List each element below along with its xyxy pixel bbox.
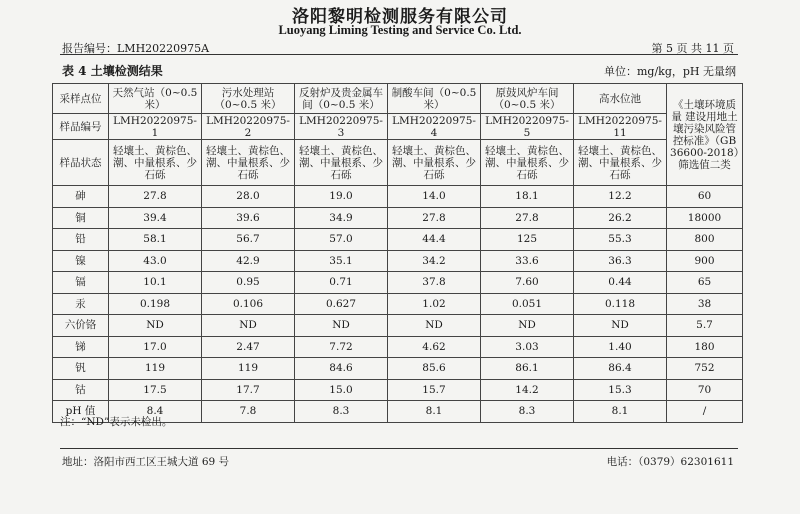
standard-cell: 《土壤环境质量 建设用地土壤污染风险管控标准》（GB 36600-2018）筛选值二类 xyxy=(667,84,743,186)
table-row xyxy=(53,250,743,272)
limit-cell: 5.7 xyxy=(667,315,743,337)
value-cell: 0.198 xyxy=(109,293,202,315)
item-cell: 钒 xyxy=(53,358,109,380)
value-cell: 0.051 xyxy=(481,293,574,315)
site-cell: 污水处理站（0~0.5 米） xyxy=(202,84,295,114)
site-cell: 高水位池 xyxy=(574,84,667,114)
row-header: 采样点位 xyxy=(53,84,109,114)
limit-cell: / xyxy=(667,401,743,423)
table-row xyxy=(53,186,743,208)
value-cell: 17.5 xyxy=(109,379,202,401)
report-number: 报告编号：LMH20220975A xyxy=(62,42,210,55)
sample-state-cell: 轻壤土、黄棕色、潮、中量根系、少石砾 xyxy=(295,140,388,186)
value-cell: 17.7 xyxy=(202,379,295,401)
table-row xyxy=(53,229,743,251)
value-cell: 27.8 xyxy=(109,186,202,208)
value-cell: 10.1 xyxy=(109,272,202,294)
company-name-cn: 洛阳黎明检测服务有限公司 xyxy=(292,7,508,27)
value-cell: 125 xyxy=(481,229,574,251)
table-row xyxy=(53,315,743,337)
sample-id-cell: LMH20220975-3 xyxy=(295,114,388,140)
value-cell: 14.0 xyxy=(388,186,481,208)
value-cell: 1.40 xyxy=(574,336,667,358)
sample-state-cell: 轻壤土、黄棕色、潮、中量根系、少石砾 xyxy=(202,140,295,186)
sample-id-cell: LMH20220975-5 xyxy=(481,114,574,140)
company-phone: 电话：（0379）62301611 xyxy=(606,456,734,468)
value-cell: 8.1 xyxy=(388,401,481,423)
value-cell: ND xyxy=(481,315,574,337)
value-cell: 8.1 xyxy=(574,401,667,423)
value-cell: 86.4 xyxy=(574,358,667,380)
value-cell: 0.71 xyxy=(295,272,388,294)
item-cell: 汞 xyxy=(53,293,109,315)
site-row xyxy=(53,84,743,114)
limit-cell: 65 xyxy=(667,272,743,294)
state-row xyxy=(53,140,743,186)
value-cell: 39.4 xyxy=(109,207,202,229)
value-cell: 34.9 xyxy=(295,207,388,229)
page-number: 第 5 页 共 11 页 xyxy=(651,42,734,55)
item-cell: 镍 xyxy=(53,250,109,272)
value-cell: 3.03 xyxy=(481,336,574,358)
site-cell: 原鼓风炉车间（0~0.5 米） xyxy=(481,84,574,114)
value-cell: 28.0 xyxy=(202,186,295,208)
value-cell: 0.95 xyxy=(202,272,295,294)
value-cell: 7.72 xyxy=(295,336,388,358)
site-cell: 制酸车间（0~0.5 米） xyxy=(388,84,481,114)
limit-cell: 70 xyxy=(667,379,743,401)
value-cell: 15.3 xyxy=(574,379,667,401)
value-cell: 43.0 xyxy=(109,250,202,272)
item-cell: 锑 xyxy=(53,336,109,358)
limit-cell: 60 xyxy=(667,186,743,208)
limit-cell: 180 xyxy=(667,336,743,358)
limit-cell: 800 xyxy=(667,229,743,251)
value-cell: 44.4 xyxy=(388,229,481,251)
footer-divider xyxy=(60,448,738,449)
sample-row xyxy=(53,114,743,140)
company-name-en: Luoyang Liming Testing and Service Co. Ltd. xyxy=(278,23,522,37)
limit-cell: 38 xyxy=(667,293,743,315)
value-cell: 15.0 xyxy=(295,379,388,401)
value-cell: ND xyxy=(109,315,202,337)
value-cell: 12.2 xyxy=(574,186,667,208)
value-cell: 2.47 xyxy=(202,336,295,358)
value-cell: 18.1 xyxy=(481,186,574,208)
site-cell: 反射炉及贵金属车间（0~0.5 米） xyxy=(295,84,388,114)
value-cell: ND xyxy=(202,315,295,337)
item-cell: 镉 xyxy=(53,272,109,294)
value-cell: 36.3 xyxy=(574,250,667,272)
value-cell: ND xyxy=(295,315,388,337)
sample-id-cell: LMH20220975-2 xyxy=(202,114,295,140)
value-cell: 19.0 xyxy=(295,186,388,208)
value-cell: 37.8 xyxy=(388,272,481,294)
limit-cell: 752 xyxy=(667,358,743,380)
value-cell: 84.6 xyxy=(295,358,388,380)
value-cell: 7.60 xyxy=(481,272,574,294)
item-cell: 铜 xyxy=(53,207,109,229)
value-cell: 34.2 xyxy=(388,250,481,272)
item-cell: pH 值 xyxy=(53,401,109,423)
value-cell: 119 xyxy=(202,358,295,380)
value-cell: 57.0 xyxy=(295,229,388,251)
value-cell: ND xyxy=(574,315,667,337)
limit-cell: 900 xyxy=(667,250,743,272)
value-cell: 0.44 xyxy=(574,272,667,294)
item-cell: 六价铬 xyxy=(53,315,109,337)
row-header: 样品编号 xyxy=(53,114,109,140)
value-cell: 56.7 xyxy=(202,229,295,251)
soil-results-table xyxy=(52,83,743,423)
row-header: 样品状态 xyxy=(53,140,109,186)
value-cell: 15.7 xyxy=(388,379,481,401)
value-cell: 26.2 xyxy=(574,207,667,229)
value-cell: 27.8 xyxy=(388,207,481,229)
value-cell: 33.6 xyxy=(481,250,574,272)
value-cell: 8.4 xyxy=(109,401,202,423)
value-cell: 35.1 xyxy=(295,250,388,272)
value-cell: 0.118 xyxy=(574,293,667,315)
unit-note: 单位：mg/kg，pH 无量纲 xyxy=(603,65,736,78)
value-cell: 7.8 xyxy=(202,401,295,423)
sample-state-cell: 轻壤土、黄棕色、潮、中量根系、少石砾 xyxy=(574,140,667,186)
sample-id-cell: LMH20220975-1 xyxy=(109,114,202,140)
value-cell: 17.0 xyxy=(109,336,202,358)
value-cell: 0.627 xyxy=(295,293,388,315)
sample-id-cell: LMH20220975-11 xyxy=(574,114,667,140)
table-row xyxy=(53,207,743,229)
value-cell: 55.3 xyxy=(574,229,667,251)
site-cell: 天然气站（0~0.5 米） xyxy=(109,84,202,114)
value-cell: 58.1 xyxy=(109,229,202,251)
company-address: 地址：洛阳市西工区王城大道 69 号 xyxy=(62,456,230,468)
value-cell: 39.6 xyxy=(202,207,295,229)
table-row xyxy=(53,336,743,358)
value-cell: 0.106 xyxy=(202,293,295,315)
value-cell: 4.62 xyxy=(388,336,481,358)
value-cell: 14.2 xyxy=(481,379,574,401)
sample-state-cell: 轻壤土、黄棕色、潮、中量根系、少石砾 xyxy=(109,140,202,186)
sample-state-cell: 轻壤土、黄棕色、潮、中量根系、少石砾 xyxy=(481,140,574,186)
value-cell: 42.9 xyxy=(202,250,295,272)
table-title: 表 4 土壤检测结果 xyxy=(62,64,163,78)
table-row xyxy=(53,379,743,401)
value-cell: 85.6 xyxy=(388,358,481,380)
value-cell: 1.02 xyxy=(388,293,481,315)
item-cell: 铅 xyxy=(53,229,109,251)
value-cell: 8.3 xyxy=(295,401,388,423)
table-row xyxy=(53,272,743,294)
value-cell: 8.3 xyxy=(481,401,574,423)
value-cell: 27.8 xyxy=(481,207,574,229)
value-cell: 119 xyxy=(109,358,202,380)
sample-id-cell: LMH20220975-4 xyxy=(388,114,481,140)
value-cell: ND xyxy=(388,315,481,337)
table-row xyxy=(53,293,743,315)
limit-cell: 18000 xyxy=(667,207,743,229)
item-cell: 砷 xyxy=(53,186,109,208)
item-cell: 钴 xyxy=(53,379,109,401)
table-row xyxy=(53,358,743,380)
footnote: 注：“ND”表示未检出。 xyxy=(60,416,173,428)
sample-state-cell: 轻壤土、黄棕色、潮、中量根系、少石砾 xyxy=(388,140,481,186)
value-cell: 86.1 xyxy=(481,358,574,380)
header-divider xyxy=(60,54,738,55)
